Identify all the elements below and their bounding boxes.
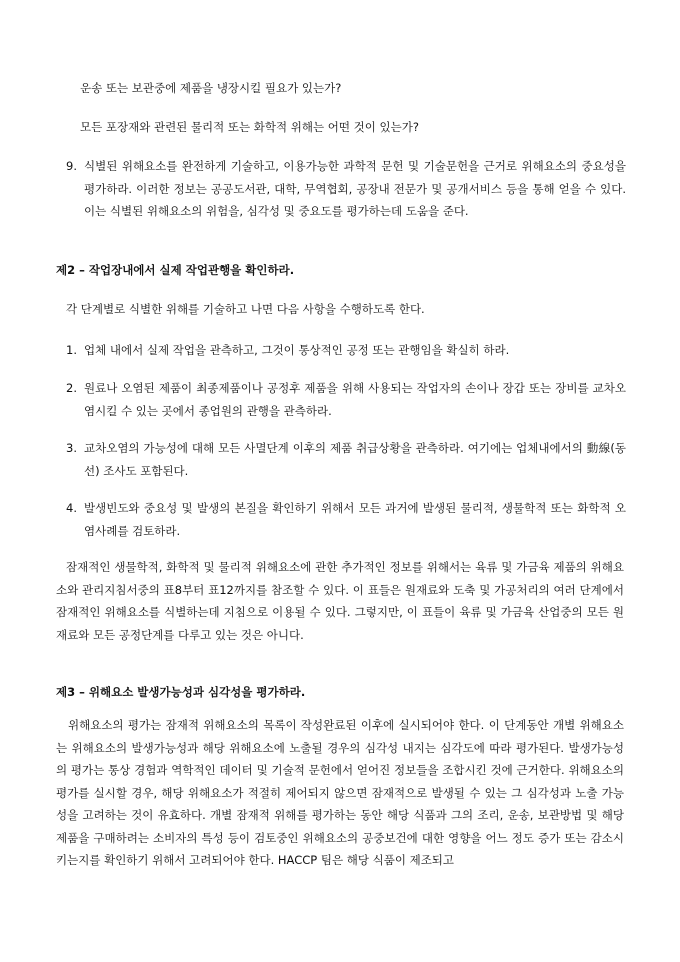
list-item-number: 2. <box>66 381 77 395</box>
list-item-3 <box>66 437 626 482</box>
list-item-2 <box>66 377 626 422</box>
list-item-text: 업체 내에서 실제 작업을 관측하고, 그것이 통상적인 공정 또는 관행임을 확실히 하라. <box>84 343 510 357</box>
section-2-closing-paragraph: 잠재적인 생물학적, 화학적 및 물리적 위해요소에 관한 추가적인 정보를 위해서는 육류 및 가금육 제품의 위해요소와 관리지침서중의 표8부터 표12까지를 참조할 수 있다. 이 표들은 원재료와 도축 및 가공처리의 여러 단계에서 잠재적인 위해요소를 식별하는데 지침으로 이용될 수 있다. 그렇지만, 이 표들이 육류 및 가금육 산업중의 모든 원재료와 모든 공정단계를 다루고 있는 것은 아니다. <box>56 560 624 642</box>
section-2-intro: 각 단계별로 식별한 위해를 기술하고 나면 다음 사항을 수행하도록 한다. <box>66 302 425 316</box>
question-packaging-hazards: 모든 포장재와 관련된 물리적 또는 화학적 위해는 어떤 것이 있는가? <box>80 120 419 134</box>
list-item-text: 식별된 위해요소를 완전하게 기술하고, 이용가능한 과학적 문헌 및 기술문헌을 근거로 위해요소의 중요성을 평가하라. 이러한 정보는 공공도서관, 대학, 무역협회, 공장내 전문가 및 공개서비스 등을 통해 얻을 수 있다. 이는 식별된 위해요소의 위험을, 심각성 및 중요도를 평가하는데 도움을 준다. <box>84 159 626 218</box>
list-item-number: 4. <box>66 501 77 515</box>
list-item-9 <box>66 155 626 223</box>
question-refrigeration: 운송 또는 보관중에 제품을 냉장시킬 필요가 있는가? <box>80 81 342 95</box>
list-item-text: 교차오염의 가능성에 대해 모든 사멸단계 이후의 제품 취급상황을 관측하라. 여기에는 업체내에서의 動線(동선) 조사도 포함된다. <box>84 441 626 478</box>
list-item-text: 원료나 오염된 제품이 최종제품이나 공정후 제품을 위해 사용되는 작업자의 손이나 장갑 또는 장비를 교차오염시킬 수 있는 곳에서 종업원의 관행을 관측하라. <box>84 381 626 418</box>
section-3-heading: 제3 – 위해요소 발생가능성과 심각성을 평가하라. <box>56 685 306 699</box>
list-item-text: 발생빈도와 중요성 및 발생의 본질을 확인하기 위해서 모든 과거에 발생된 물리적, 생물학적 또는 화학적 오염사례를 검토하라. <box>84 501 626 538</box>
list-item-number: 1. <box>66 343 77 357</box>
list-item-number: 3. <box>66 441 77 455</box>
section-2-heading: 제2 – 작업장내에서 실제 작업관행을 확인하라. <box>56 263 295 277</box>
list-item-4 <box>66 497 626 542</box>
list-item-number: 9. <box>66 159 77 173</box>
list-item-1 <box>66 339 626 362</box>
section-3-body-paragraph: 위해요소의 평가는 잠재적 위해요소의 목록이 작성완료된 이후에 실시되어야 한다. 이 단계동안 개별 위해요소는 위해요소의 발생가능성과 해당 위해요소에 노출될 경우의 심각성 내지는 심각도에 따라 평가된다. 발생가능성의 평가는 통상 경험과 역학적인 데이터 및 기술적 문헌에서 얻어진 정보들을 조합시킨 것에 근거한다. 위해요소의 평가를 실시할 경우, 해당 위해요소가 적절히 제어되지 않으면 잠재적으로 발생될 수 있는 그 심각성과 노출 가능성을 고려하는 것이 유효하다. 개별 잠재적 위해를 평가하는 동안 해당 식품과 그의 조리, 운송, 보관방법 및 해당 제품을 구매하려는 소비자의 특성 등이 검토중인 위해요소의 공중보건에 대한 영향을 어느 정도 증가 또는 감소시키는지를 확인하기 위해서 고려되어야 한다. HACCP 팀은 해당 식품이 제조되고 <box>56 718 624 867</box>
